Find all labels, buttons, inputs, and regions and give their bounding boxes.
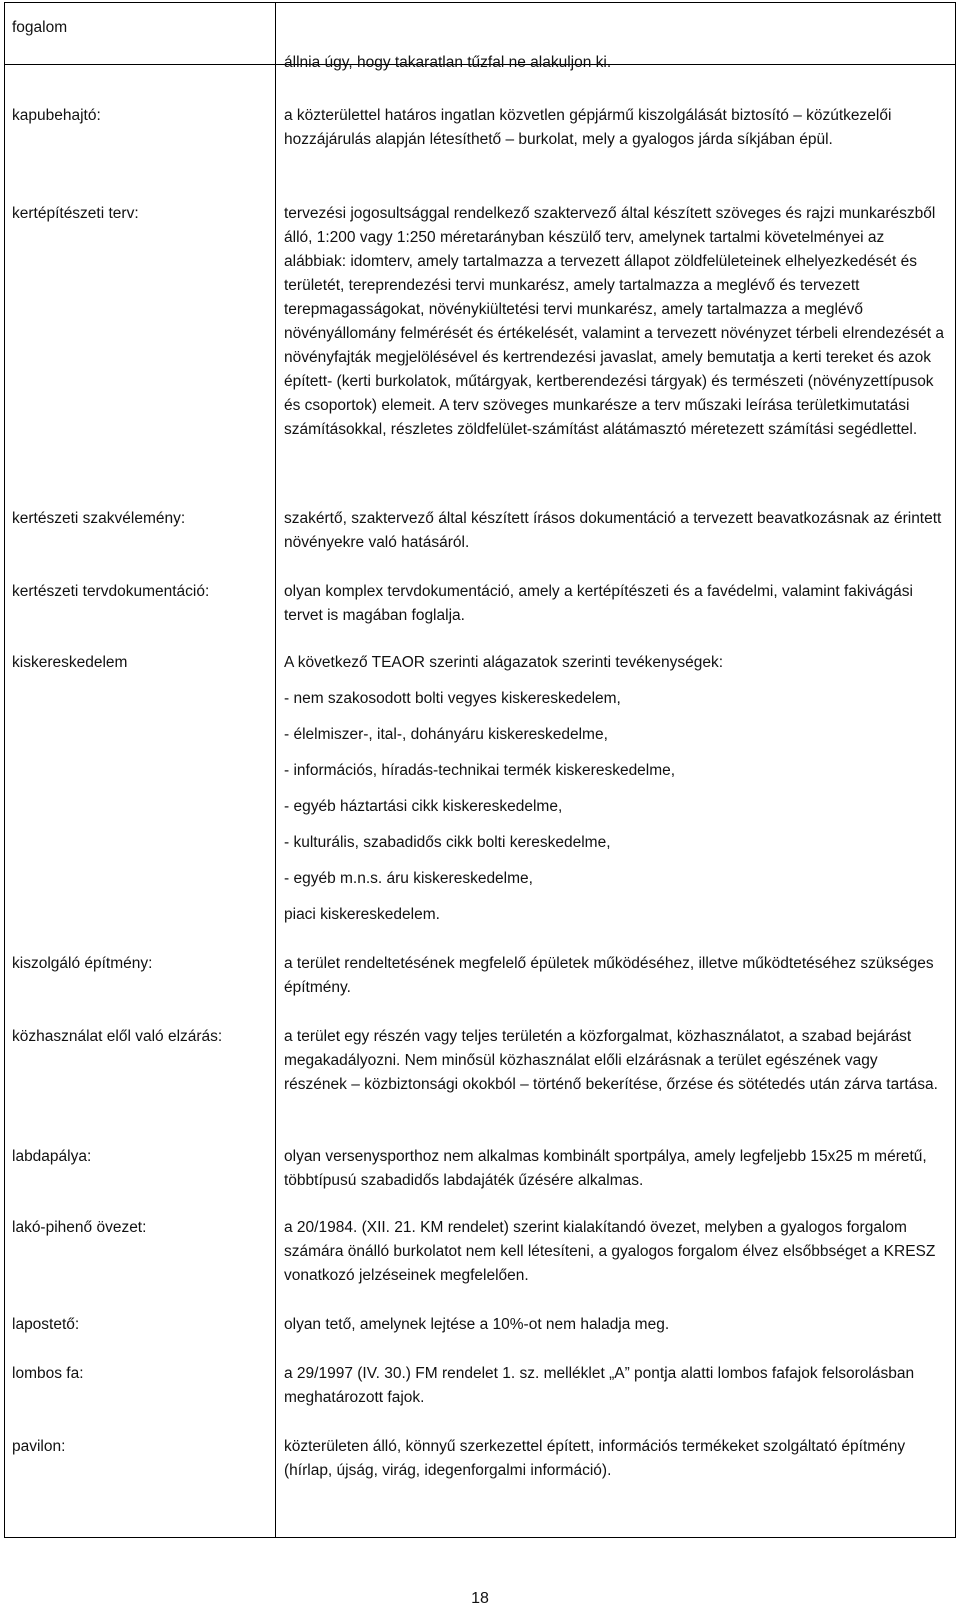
term-kerteszeti-tervdokumentacio: kertészeti tervdokumentáció: [12, 583, 210, 600]
term-lako-piheno-ovezet: lakó-pihenő övezet: [12, 1219, 147, 1236]
def-kapubehajto: a közterülettel határos ingatlan közvetlen gépjármű kiszolgálását biztosító – közútkezelői hozzájárulás alapján létesíthető – burkolat, mely a gyalogos járda síkjában épül. [284, 107, 892, 148]
def-lapostető: olyan tető, amelynek lejtése a 10%-ot nem haladja meg. [284, 1316, 670, 1333]
header-term-label: fogalom [12, 19, 68, 36]
def-kozhasznalat-elzaras: a terület egy részén vagy teljes területén a közforgalmat, közhasználatot, a szabad bejárást megakadályozni. Nem minősül közhasználat előli elzárásnak a terület egészének vagy részének – közbiztonsági okokból – történő bekerítése, őrzése és sötétedés után zárva tartása. [284, 1028, 938, 1093]
page-number: 18 [471, 1590, 489, 1607]
column-divider [275, 3, 276, 1537]
term-labdapalya: labdapálya: [12, 1148, 92, 1165]
term-kiszolgalo-epitmeny: kiszolgáló építmény: [12, 955, 153, 972]
def-lako-piheno-ovezet: a 20/1984. (XII. 21. KM rendelet) szerint kialakítandó övezet, melyben a gyalogos forgalom számára önálló burkolatot nem kell létesíteni, a gyalogos forgalom élvez elsőbbséget a KRESZ vonatkozó jelzéseinek megfelelően. [284, 1219, 936, 1284]
def-kiskereskedelem: A következő TEAOR szerinti alágazatok szerinti tevékenységek: - nem szakosodott bolti vegyes kiskereskedelem, - élelmiszer-, ital-, dohányáru kiskereskedelme, - információs, híradás-technikai termék kiskereskedelme, - egyéb háztartási cikk kiskereskedelme, - kulturális, szabadidős cikk bolti kereskedelme, - egyéb m.n.s. áru kiskereskedelme, piaci kiskereskedelem. [284, 654, 724, 923]
def-kertepiteszeti-terv: tervezési jogosultsággal rendelkező szaktervező által készített szöveges és rajzi munkarészből álló, 1:200 vagy 1:250 méretarányban készülő terv, amelynek tartalmi követelményei az alábbiak: idomterv, amely tartalmazza a tervezett állapot zöldfelületeinek elhelyezkedését és területét, tereprendezési tervi munkarész, amely tartalmazza a meglévő és tervezett terepmagasságokat, növénykiültetési tervi munkarész, amely tartalmazza a meglévő növényállomány felmérését és értékelését, valamint a tervezett növényzet térbeli elrendezését a növényfajták megjelölésével és kertrendezési javaslat, amely bemutatja a kerti tereket és azok épített- (kerti burkolatok, műtárgyak, kertberendezési tárgyak) és természeti (növényzettípusok és csoportok) elemeit. A terv szöveges munkarésze a terv műszaki leírása területkimutatási számításokkal, részletes zöldfelület-számítást alátámasztó méretezett számítási segédlettel. [284, 205, 944, 438]
def-kerteszeti-tervdokumentacio: olyan komplex tervdokumentáció, amely a kertépítészeti és a favédelmi, valamint fakivágási tervet is magában foglalja. [284, 583, 913, 624]
continuation-text: állnia úgy, hogy takaratlan tűzfal ne alakuljon ki. [284, 54, 612, 71]
term-kerteszeti-szakvelemeny: kertészeti szakvélemény: [12, 510, 186, 527]
term-lapostető: lapostető: [12, 1316, 80, 1333]
term-lombos-fa: lombos fa: [12, 1365, 84, 1382]
def-kerteszeti-szakvelemeny: szakértő, szaktervező által készített írásos dokumentáció a tervezett beavatkozásnak az érintett növényekre való hatásáról. [284, 510, 942, 551]
term-kiskereskedelem: kiskereskedelem [12, 654, 128, 671]
term-kapubehajto: kapubehajtó: [12, 107, 101, 124]
term-pavilon: pavilon: [12, 1438, 66, 1455]
def-labdapalya: olyan versenysporthoz nem alkalmas kombinált sportpálya, amely legfeljebb 15x25 m méretű, többtípusú szabadidős labdajáték űzésére alkalmas. [284, 1148, 927, 1189]
def-kiszolgalo-epitmeny: a terület rendeltetésének megfelelő épületek működéséhez, illetve működtetéséhez szükséges építmény. [284, 955, 934, 996]
term-kozhasznalat-elzaras: közhasználat elől való elzárás: [12, 1028, 223, 1045]
definitions-table [4, 2, 956, 1538]
def-pavilon: közterületen álló, könnyű szerkezettel épített, információs termékeket szolgáltató építmény (hírlap, újság, virág, idegenforgalmi információ). [284, 1438, 906, 1479]
def-lombos-fa: a 29/1997 (IV. 30.) FM rendelet 1. sz. melléklet „A” pontja alatti lombos fafajok felsorolásban meghatározott fajok. [284, 1365, 915, 1406]
term-kertepiteszeti-terv: kertépítészeti terv: [12, 205, 139, 222]
